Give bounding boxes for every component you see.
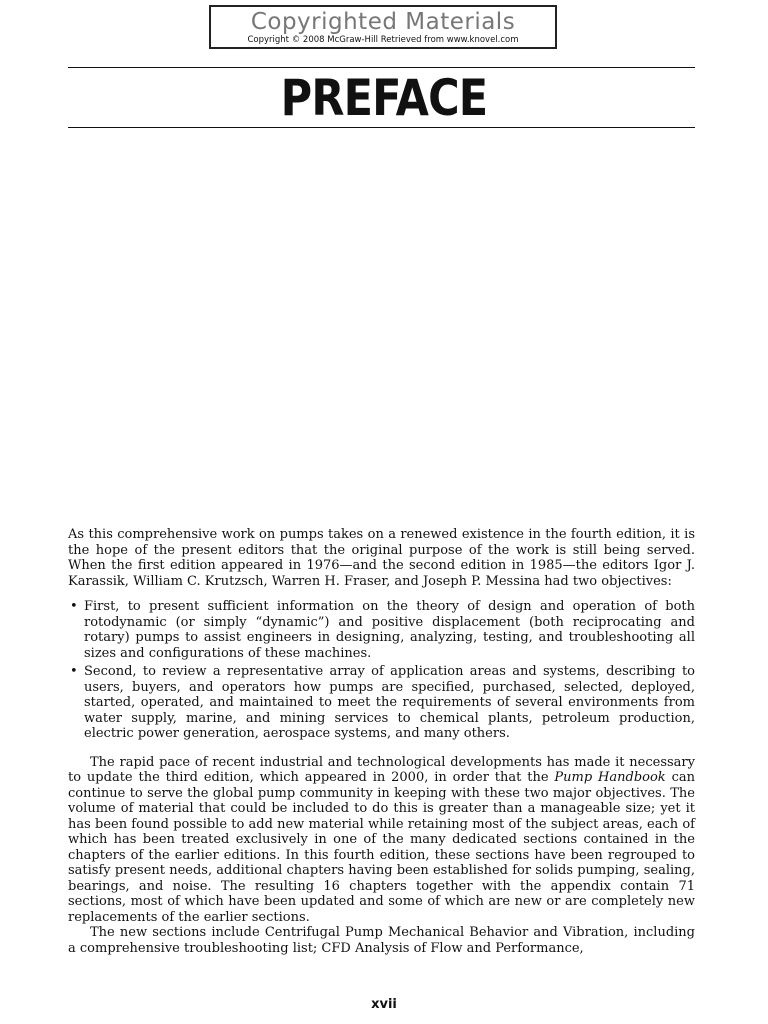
objectives-list [68,599,695,742]
paragraph-text: The rapid pace of recent industrial and technological developments has made it necessary to update the third edition, which appeared in 2000, in order that the [68,754,695,785]
top-rule [68,67,695,68]
objective-text: First, to present sufficient information on the theory of design and operation of both rotodynamic (or simply “dynamic”) and positive displacement (both reciprocating and rotary) pumps to assist engineers in designing, analyzing, testing, and troubleshooting all sizes and configurations of these machines. [84,599,695,661]
stamp-title: Copyrighted Materials [250,9,516,35]
list-item [68,664,695,742]
preface-body [68,527,695,956]
bullet-icon: • [70,599,78,614]
page-number: xvii [371,997,397,1012]
bottom-rule [68,127,695,128]
paragraph-update [68,755,695,926]
book-title: Pump Handbook [554,770,666,785]
stamp-subtitle: Copyright © 2008 McGraw-Hill Retrieved from www.knovel.com [247,35,519,45]
paragraph-new-sections: The new sections include Centrifugal Pump Mechanical Behavior and Vibration, including a comprehensive troubleshooting list; CFD Analysis of Flow and Performance, [68,925,695,956]
bullet-icon: • [70,664,78,679]
objective-text: Second, to review a representative array of application areas and systems, describing to users, buyers, and operators how pumps are specified, purchased, selected, deployed, started, operated, and maintained to meet the requirements of several environments from water supply, marine, and mining services to chemical plants, petroleum production, electric power generation, aerospace systems, and many others. [84,664,695,741]
paragraph-text: can continue to serve the global pump community in keeping with these two major objectives. The volume of material that could be included to do this is greater than a manageable size; yet it has been found possible to add new material while retaining most of the subject areas, each of which has been treated exclusively in one of the many dedicated sections contained in the chapters of the earlier editions. In this fourth edition, these sections have been regrouped to satisfy present needs, additional chapters having been established for solids pumping, sealing, bearings, and noise. The resulting 16 chapters together with the appendix contain 71 sections, most of which have been updated and some of which are new or are completely new replacements of the earlier sections. [68,770,695,925]
page-title: PREFACE [280,69,488,127]
list-item [68,599,695,661]
intro-paragraph: As this comprehensive work on pumps takes on a renewed existence in the fourth edition, it is the hope of the present editors that the original purpose of the work is still being served. When the first edition appeared in 1976—and the second edition in 1985—the editors Igor J. Karassik, William C. Krutzsch, Warren H. Fraser, and Joseph P. Messina had two objectives: [68,527,695,589]
copyright-stamp [209,5,557,49]
